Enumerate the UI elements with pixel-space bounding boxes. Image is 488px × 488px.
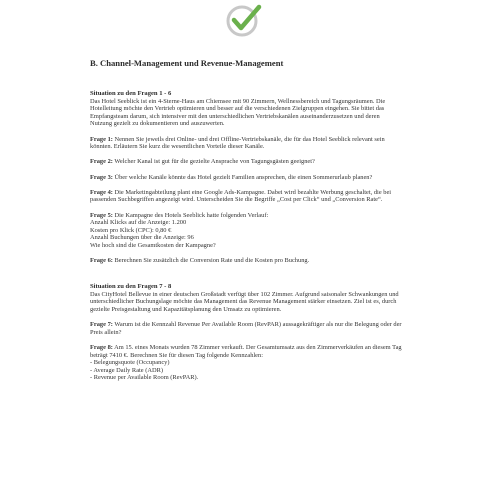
question-label: Frage 4:: [90, 188, 113, 196]
question-label: Frage 7:: [90, 321, 113, 329]
question-text: Welcher Kanal ist gut für die gezielte Ansprache von Tagungsgästen geeignet?: [114, 158, 315, 166]
list-item: - Average Daily Rate (ADR): [90, 366, 163, 374]
question-text: Nennen Sie jeweils drei Online- und drei Offline-Vertriebskanäle, die für das Hotel Seeblick relevant sein könnten. Erläutern Sie kurz die wesentlichen Vorteile dieser Kanäle.: [90, 135, 385, 151]
situation-text-1: Das Hotel Seeblick ist ein 4-Sterne-Haus am Chiemsee mit 90 Zimmern, Wellnessbereich und Tagungsräumen. Die Hotelleitung möchte den Vertrieb optimieren und besser auf die verschiedenen Zielgruppen eingehen. Sie bittet das Empfangsteam darum, sich intensiver mit den unterschiedlichen Vertriebskanälen auseinanderzusetzen und deren Nutzung gezielt zu dokumentieren und auszuwerten.: [90, 97, 386, 128]
question-7: [90, 321, 402, 336]
question-1: [90, 136, 402, 151]
question-8: [90, 344, 402, 359]
situation-heading-1: Situation zu den Fragen 1 - 6: [90, 90, 172, 97]
question-5-ask: Wie hoch sind die Gesamtkosten der Kampagne?: [90, 241, 216, 249]
question-text: Die Kampagne des Hotels Seeblick hatte folgenden Verlauf:: [114, 211, 269, 219]
campaign-clicks: Anzahl Klicks auf die Anzeige: 1.200: [90, 219, 187, 227]
question-text: Die Marketingabteilung plant eine Google Ads-Kampagne. Dabei wird bezahlte Werbung geschaltet, die bei passenden Suchbegriffen angezeigt wird. Unterscheiden Sie die Begriffe „Cost per Click“ und „Conversion Rate“.: [90, 188, 392, 204]
campaign-cpc: Kosten pro Klick (CPC): 0,80 €: [90, 226, 172, 234]
kpi-list: [90, 359, 402, 382]
question-5: [90, 212, 402, 220]
question-label: Frage 1:: [90, 135, 113, 143]
question-label: Frage 8:: [90, 344, 113, 351]
document-content: [90, 58, 402, 382]
section-title: B. Channel-Management und Revenue-Management: [90, 58, 284, 68]
checkmark-icon: [225, 3, 263, 37]
question-text: Am 15. eines Monats wurden 78 Zimmer verkauft. Der Gesamtumsatz aus den Zimmerverkäufen an diesem Tag beträgt 7410 €. Berechnen Sie für diesen Tag folgende Kennzahlen:: [90, 344, 402, 359]
question-text: Warum ist die Kennzahl Revenue Per Available Room (RevPAR) aussagekräftiger als nur die Belegung oder der Preis allein?: [90, 321, 402, 336]
question-text: Über welche Kanäle könnte das Hotel gezielt Familien ansprechen, die einen Sommerurlaub planen?: [114, 173, 373, 181]
situation-heading-2: Situation zu den Fragen 7 - 8: [90, 283, 172, 291]
question-text: Berechnen Sie zusätzlich die Conversion Rate und die Kosten pro Buchung.: [114, 257, 310, 265]
question-4: [90, 189, 402, 204]
question-label: Frage 2:: [90, 158, 113, 166]
question-3: [90, 174, 402, 182]
question-2: [90, 158, 402, 166]
question-label: Frage 6:: [90, 257, 113, 265]
question-label: Frage 5:: [90, 211, 113, 219]
list-item: - Revenue per Available Room (RevPAR).: [90, 374, 199, 382]
situation-text-2: Das CityHotel Bellevue in einer deutschen Großstadt verfügt über 102 Zimmer. Aufgrund saisonaler Schwankungen und unterschiedlicher Buchungslage möchte das Management das Revenue Management stärker einsetzen. Ziel ist es, durch gezielte Preisgestaltung und Kapazitätsplanung den Umsatz zu optimieren.: [90, 290, 399, 314]
question-label: Frage 3:: [90, 173, 113, 181]
list-item: - Belegungsquote (Occupancy): [90, 359, 170, 367]
campaign-bookings: Anzahl Buchungen über die Anzeige: 96: [90, 234, 194, 242]
question-6: [90, 257, 402, 265]
